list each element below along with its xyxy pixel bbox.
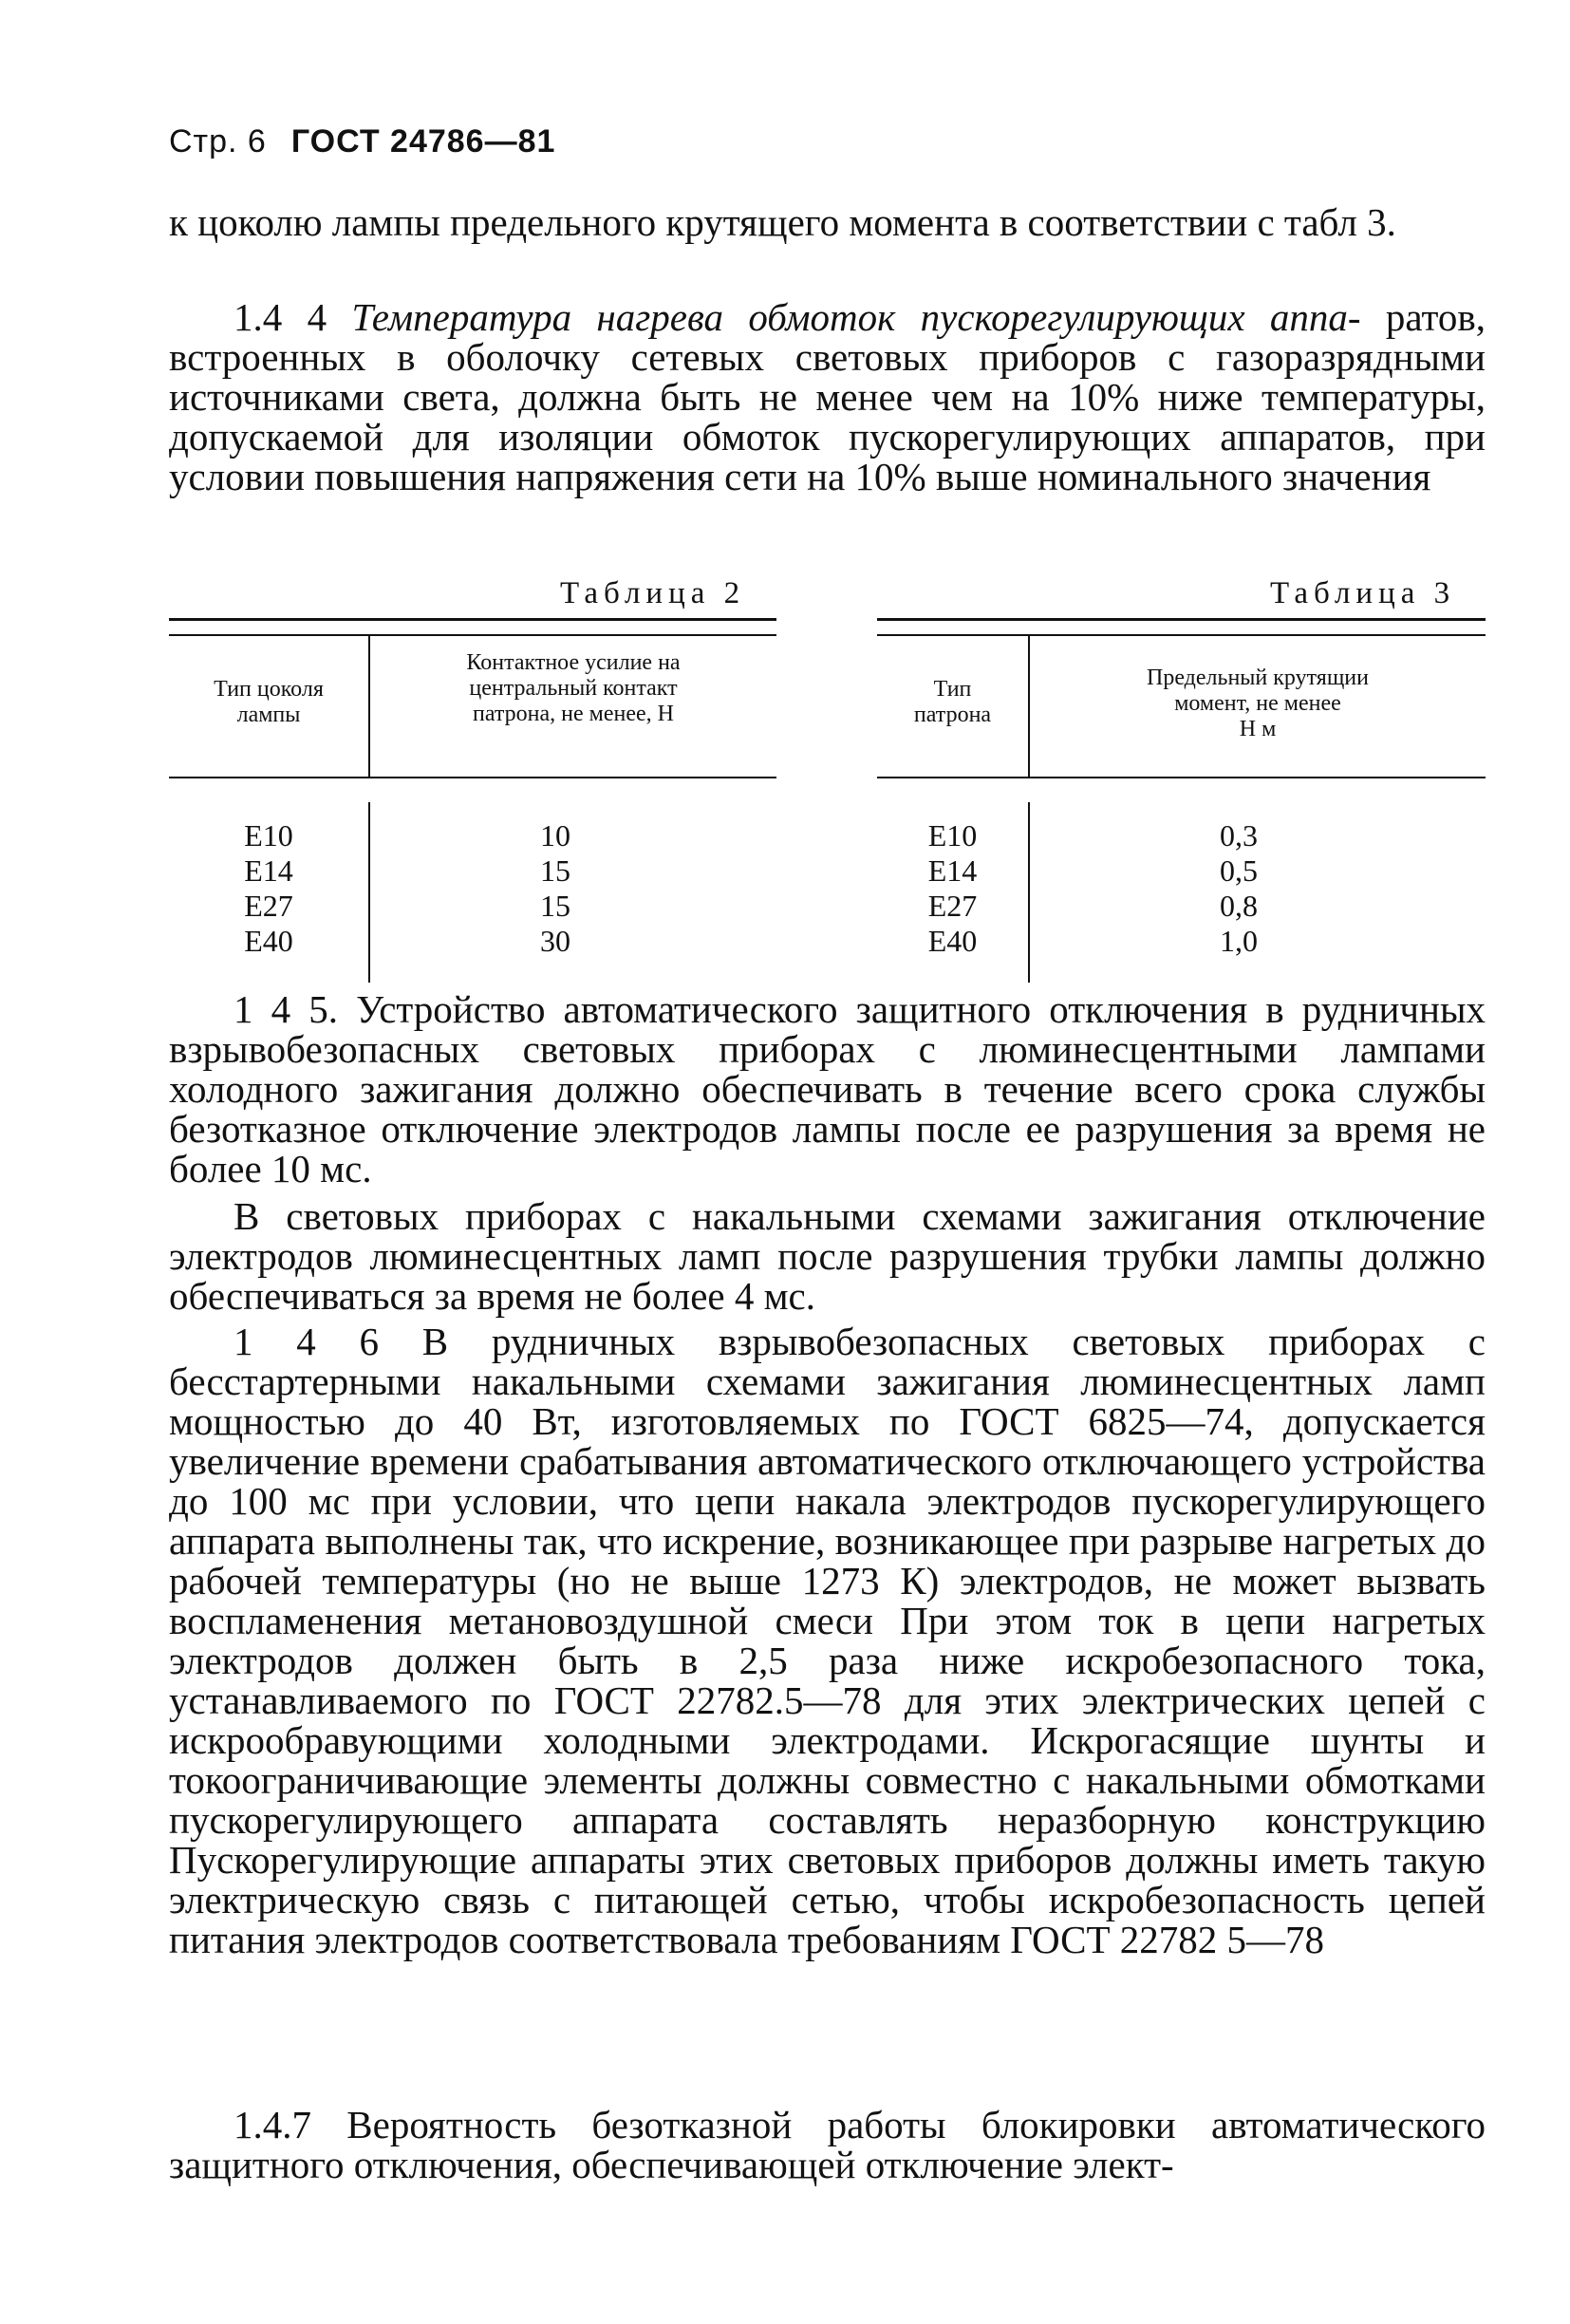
table-3-header-rule: [877, 777, 1486, 778]
table-row: 30: [540, 924, 570, 958]
table-3-value-column: [1030, 818, 1448, 959]
paragraph-1-4-7: 1.4.7 Вероятность безотказной работы блокировки автоматического защитного отключения, обеспечивающей отключение элект-: [169, 2103, 1486, 2186]
table-3-top-rule-2: [877, 634, 1486, 636]
paragraph-intro: к цоколю лампы предельного крутящего момента в соответствии с табл 3.: [169, 200, 1396, 244]
paragraph-1-4-4: [169, 297, 1486, 497]
table-row: E10: [244, 818, 293, 853]
table-row: E27: [244, 889, 293, 923]
table-3-type-column: [877, 818, 1028, 959]
clause-italic-lead: Температура нагрева обмоток пускорегулирующих аппа-: [351, 295, 1361, 339]
page-number: Стр. 6: [169, 123, 267, 159]
paragraph-1-4-5-b: В световых приборах с накальными схемами зажигания отключение электродов люминесцентных ламп после разрушения трубки лампы должно обеспечиваться за время не более 4 мс.: [169, 1194, 1486, 1318]
table-row: E40: [244, 924, 293, 958]
table-2-top-rule-2: [169, 634, 776, 636]
page-header: [169, 123, 555, 160]
table-row: E40: [927, 924, 978, 958]
table-row: E14: [244, 853, 293, 888]
table-row: 0,5: [1220, 853, 1258, 888]
table-3-col1-header: Тип патрона: [913, 677, 992, 727]
table-row: 1,0: [1220, 924, 1258, 958]
table-2-col2-header: Контактное усилие на центральный контакт патрона, не менее, Н: [466, 650, 681, 726]
table-2-col1-header: Тип цоколя лампы: [214, 677, 324, 727]
table-2-caption: Таблица 2: [560, 576, 746, 610]
table-2-type-column: [169, 818, 368, 959]
table-2-top-rule: [169, 618, 776, 621]
table-row: E27: [927, 889, 978, 923]
table-row: E14: [927, 853, 978, 888]
table-row: 0,3: [1220, 818, 1258, 853]
table-2-value-column: [370, 818, 740, 959]
table-row: E10: [927, 818, 978, 853]
table-2-header-rule: [169, 777, 776, 778]
paragraph-1-4-5: 1 4 5. Устройство автоматического защитного отключения в рудничных взрывобезопасных световых приборах с люминесцентными лампами холодного зажигания должно обеспечивать в течение всего срока службы безотказное отключение электродов лампы после ее разрушения за время не более 10 мс.: [169, 987, 1486, 1190]
table-row: 0,8: [1220, 889, 1258, 923]
table-3-top-rule: [877, 618, 1486, 621]
table-row: 15: [540, 853, 570, 888]
table-row: 15: [540, 889, 570, 923]
gost-number: ГОСТ 24786—81: [290, 123, 556, 159]
paragraph-1-4-6: 1 4 6 В рудничных взрывобезопасных световых приборах с бесстартерными накальными схемами зажигания люминесцентных ламп мощностью до 40 Вт, изготовляемых по ГОСТ 6825—74, допускается увеличение времени срабатывания автоматического отключающего устройства до 100 мс при условии, что цепи накала электродов пускорегулирующего аппарата выполнены так, что искрение, возникающее при разрыве нагретых до рабочей температуры (но не выше 1273 К) электродов, не может вызвать воспламенения метановоздушной смеси При этом ток в цепи нагретых электродов должен быть в 2,5 раза ниже искробезопасного тока, устанавливаемого по ГОСТ 22782.5—78 для этих электрических цепей с искрообравующими холодными электродами. Искрогасящие шунты и токоограничивающие элементы должны совместно с накальными обмотками пускорегулирующего аппарата составлять неразборную конструкцию Пускорегулирующие аппараты этих световых приборов должны иметь такую электрическую связь с питающей сетью, чтобы искробезопасность цепей питания электродов соответствовала требованиям ГОСТ 22782 5—78: [169, 1320, 1486, 1961]
table-3-col2-header: Предельный крутящии момент, не менее Н м: [1147, 665, 1369, 741]
table-row: 10: [540, 818, 570, 853]
clause-number: 1.4 4: [234, 295, 327, 339]
table-3-caption: Таблица 3: [1270, 576, 1456, 610]
clause-text: ратов, встроенных в оболочку сетевых световых приборов с газоразрядными источниками света, должна быть не менее чем на 10% ниже температуры, допускаемой для изоляции обмоток пускорегулирующих аппаратов, при условии повышения напряжения сети на 10% выше номинального значения: [169, 295, 1486, 498]
